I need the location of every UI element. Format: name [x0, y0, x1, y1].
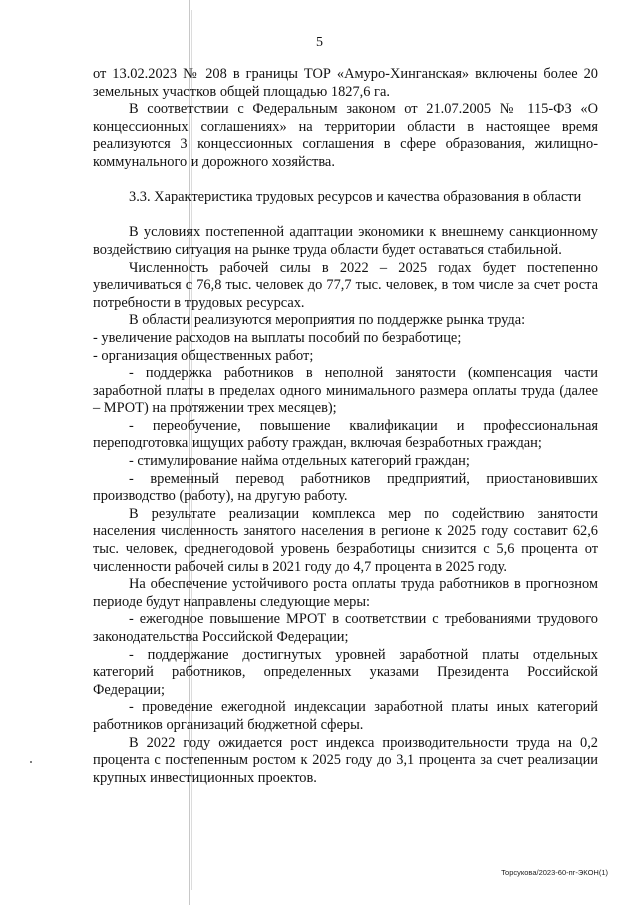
section-heading: 3.3. Характеристика трудовых ресурсов и качества образования в области [129, 189, 582, 206]
paragraph: В результате реализации комплекса мер по содействию занятости населения численность занятого населения в регионе к 2025 году составит 62,6 тыс. человек, среднегодовой уровень безработицы снизится с 5,6 процента от численности рабочей силы в 2021 году до 4,7 процента в 2025 году. [93, 505, 598, 575]
paragraph: В области реализуются мероприятия по поддержке рынка труда: [129, 312, 526, 329]
paragraph: На обеспечение устойчивого роста оплаты труда работников в прогнозном периоде будут направлены следующие меры: [93, 576, 598, 610]
paragraph: В соответствии с Федеральным законом от 21.07.2005 № 115-ФЗ «О концессионных соглашениях» на территории области в настоящее время реализуются 3 концессионных соглашения в сфере образования, жилищно-коммунального и дорожного хозяйства. [93, 101, 598, 170]
list-item: - поддержка работников в неполной занятости (компенсация части заработной платы в пределах одного минимального размера оплаты труда (далее – МРОТ) на протяжении трех месяцев); [93, 365, 598, 417]
document-body [93, 66, 598, 787]
spacer [93, 207, 598, 225]
list-item: - увеличение расходов на выплаты пособий по безработице; [93, 329, 462, 346]
paragraph: от 13.02.2023 № 208 в границы ТОР «Амуро-Хинганская» включены более 20 земельных участков общей площадью 1827,6 га. [93, 66, 598, 100]
paragraph: В условиях постепенной адаптации экономики к внешнему санкционному воздействию ситуация на рынке труда области будет оставаться стабильной. [93, 224, 598, 258]
spacer [93, 172, 598, 190]
list-item: - организация общественных работ; [93, 347, 314, 364]
list-item: - проведение ежегодной индексации заработной платы иных категорий работников организаций бюджетной сферы. [93, 699, 598, 733]
list-item: - переобучение, повышение квалификации и профессиональная переподготовка ищущих работу граждан, включая безработных граждан; [93, 417, 598, 452]
list-item: - временный перевод работников предприятий, приостановивших производство (работу), на другую работу. [93, 470, 598, 505]
document-footer-code: Торсукова/2023-60-пг-ЭКОН(1) [501, 868, 608, 877]
scan-speck [30, 761, 32, 763]
paragraph: Численность рабочей силы в 2022 – 2025 годах будет постепенно увеличиваться с 76,8 тыс. человек до 77,7 тыс. человек, в том числе за счет роста потребности в трудовых ресурсах. [93, 259, 598, 311]
paragraph: В 2022 году ожидается рост индекса производительности труда на 0,2 процента с постепенным ростом к 2025 году до 3,1 процента за счет реализации крупных инвестиционных проектов. [93, 734, 598, 786]
list-item: - стимулирование найма отдельных категорий граждан; [129, 453, 470, 470]
page-number: 5 [316, 35, 323, 50]
list-item: - ежегодное повышение МРОТ в соответствии с требованиями трудового законодательства Российской Федерации; [93, 611, 598, 645]
list-item: - поддержание достигнутых уровней заработной платы отдельных категорий работников, определенных указами Президента Российской Федерации; [93, 646, 598, 698]
